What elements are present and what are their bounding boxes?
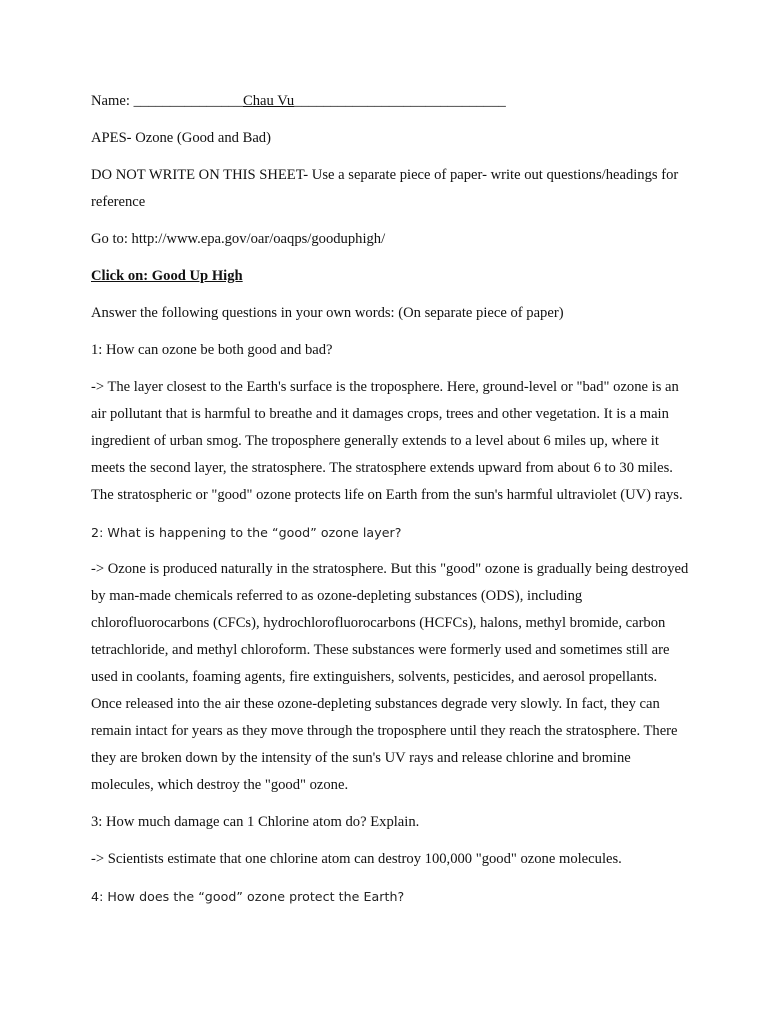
- instruction-text: DO NOT WRITE ON THIS SHEET- Use a separate piece of paper- write out questions/headings for reference: [91, 167, 679, 210]
- answer-prompt: Answer the following questions in your own words: (On separate piece of paper): [91, 305, 564, 321]
- question-3: 3: How much damage can 1 Chlorine atom do? Explain.: [91, 814, 420, 830]
- student-name: Chau Vu: [243, 93, 295, 109]
- click-heading: Click on: Good Up High: [91, 268, 243, 284]
- question-2: 2: What is happening to the “good” ozone layer?: [91, 525, 402, 540]
- answer-3: -> Scientists estimate that one chlorine atom can destroy 100,000 "good" ozone molecules.: [91, 851, 622, 867]
- name-line: [91, 88, 691, 115]
- question-4: 4: How does the “good” ozone protect the Earth?: [91, 889, 405, 904]
- question-1: 1: How can ozone be both good and bad?: [91, 342, 333, 358]
- answer-2: -> Ozone is produced naturally in the stratosphere. But this "good" ozone is gradually being destroyed by man-made chemicals referred to as ozone-depleting substances (ODS), including chlorofluorocarbons (CFCs), hydrochlorofluorocarbons (HCFCs), halons, methyl bromide, carbon tetrachloride, and methyl chloroform. These substances were formerly used and sometimes still are used in coolants, foaming agents, fire extinguishers, solvents, pesticides, and aerosol propellants. Once released into the air these ozone-depleting substances degrade very slowly. In fact, they can remain intact for years as they move through the troposphere until they reach the stratosphere. There they are broken down by the intensity of the sun's UV rays and release chlorine and bromine molecules, which destroy the "good" ozone.: [91, 561, 689, 793]
- document-content: [91, 88, 691, 920]
- answer-1: -> The layer closest to the Earth's surface is the troposphere. Here, ground-level or "bad" ozone is an air pollutant that is harmful to breathe and it damages crops, trees and other vegetation. It is a main ingredient of urban smog. The troposphere generally extends to a level about 6 miles up, where it meets the second layer, the stratosphere. The stratosphere extends upward from about 6 to 30 miles. The stratospheric or "good" ozone protects life on Earth from the sun's harmful ultraviolet (UV) rays.: [91, 379, 683, 503]
- name-blank-before: _______________: [133, 93, 244, 109]
- goto-url-text: Go to: http://www.epa.gov/oar/oaqps/gooduphigh/: [91, 231, 386, 247]
- document-title: APES- Ozone (Good and Bad): [91, 130, 271, 146]
- name-label: Name:: [91, 93, 134, 109]
- name-blank-after: _____________________________: [294, 93, 506, 109]
